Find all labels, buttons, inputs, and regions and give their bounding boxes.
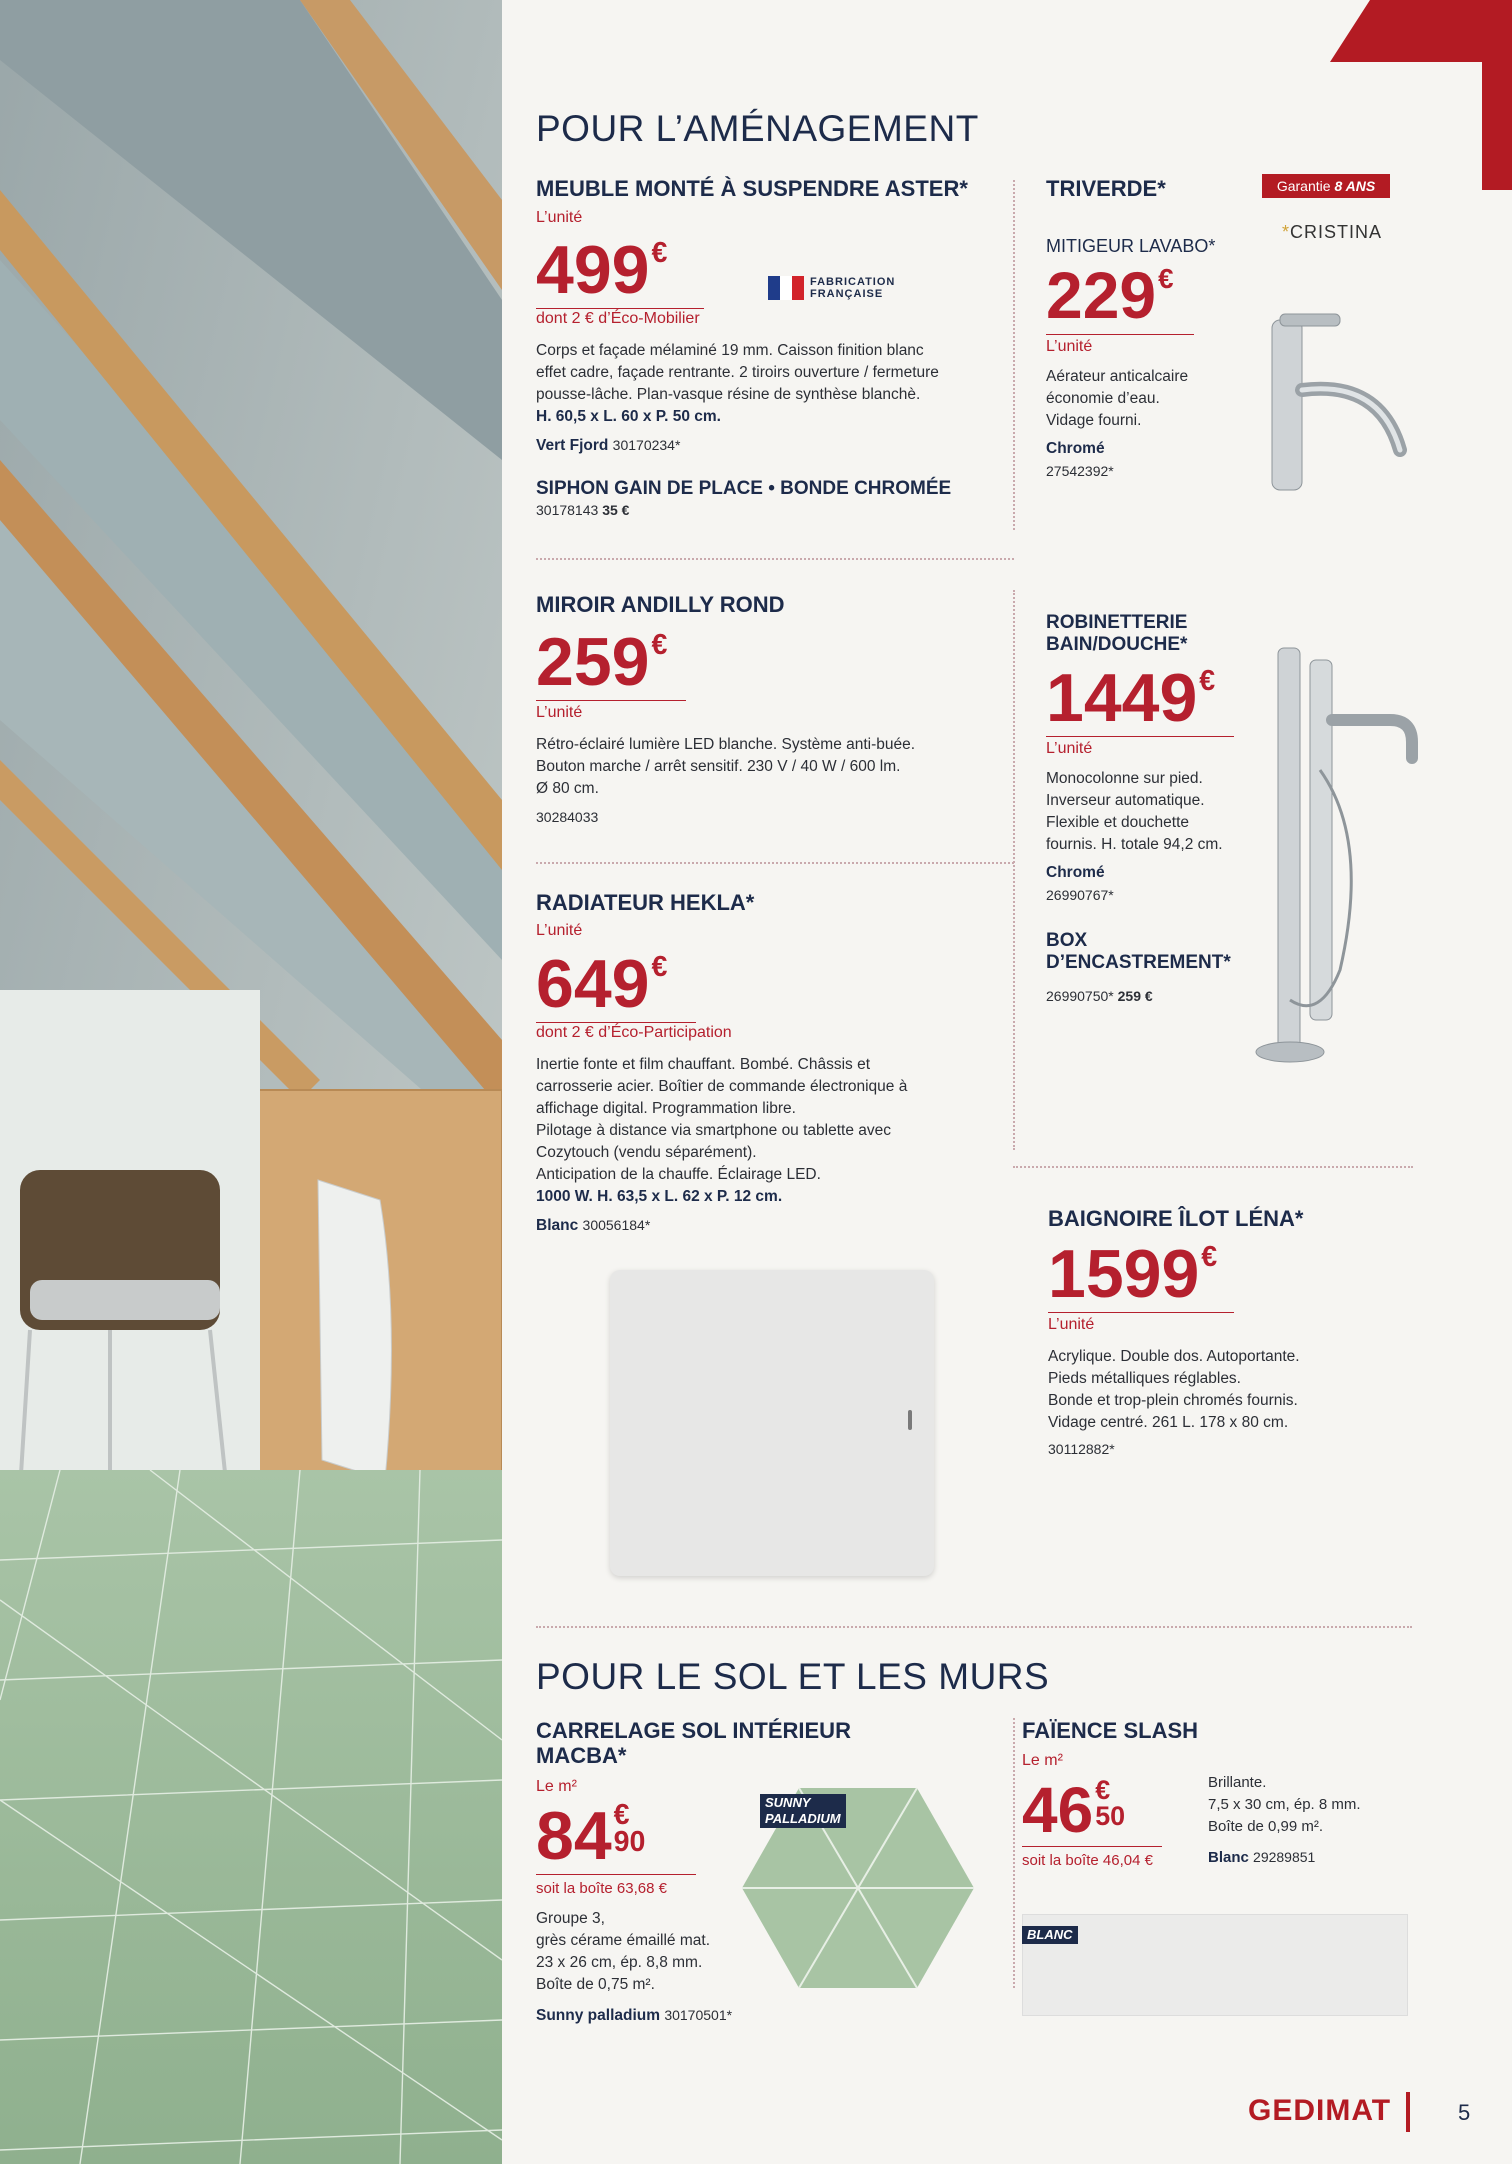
robinetterie-finish: Chromé — [1046, 864, 1105, 881]
separator — [536, 862, 1014, 864]
tag-blanc: BLANC — [1022, 1926, 1078, 1944]
siphon-ref: 30178143 — [536, 502, 599, 518]
robinetterie-unit: L’unité — [1046, 740, 1093, 757]
cristina-logo: *CRISTINA — [1282, 222, 1383, 242]
baignoire-unit: L’unité — [1048, 1316, 1095, 1333]
radiateur-desc-line: Cozytouch (vendu séparément). — [536, 1144, 757, 1161]
box-ref-line — [1046, 988, 1153, 1004]
fab-line1: FABRICATION — [810, 276, 896, 288]
miroir-desc-line: Bouton marche / arrêt sensitif. 230 V / 40 W / 600 lm. — [536, 758, 901, 775]
robinetterie-desc-line: Flexible et douchette — [1046, 814, 1190, 831]
robinetterie-price: 1449€ — [1046, 660, 1216, 736]
guarantee-years: 8 ANS — [1334, 178, 1376, 194]
meuble-desc-line: Corps et façade mélaminé 19 mm. Caisson finition blanc — [536, 342, 924, 359]
radiateur-desc-line: affichage digital. Programmation libre. — [536, 1100, 796, 1117]
carrelage-box-price: soit la boîte 63,68 € — [536, 1880, 667, 1897]
carrelage-desc-line: grès cérame émaillé mat. — [536, 1932, 711, 1949]
faience-desc-line: Boîte de 0,99 m². — [1208, 1818, 1324, 1835]
robinetterie-desc-line: Inverseur automatique. — [1046, 792, 1205, 809]
triverde-subtitle: MITIGEUR LAVABO* — [1046, 236, 1216, 256]
box-ref: 26990750* — [1046, 988, 1114, 1004]
triverde-title: TRIVERDE* — [1046, 176, 1166, 201]
carrelage-price-underline — [536, 1874, 696, 1875]
siphon-price: 35 € — [602, 502, 630, 518]
box-title — [1046, 930, 1231, 974]
fabrication-francaise-badge — [768, 276, 895, 300]
carrelage-title — [536, 1718, 851, 1768]
triverde-desc-line: Aérateur anticalcaire — [1046, 368, 1189, 385]
radiateur-desc-line: carrosserie acier. Boîtier de commande électronique à — [536, 1078, 908, 1095]
radiateur-price: 649€ — [536, 946, 668, 1022]
triverde-unit: L’unité — [1046, 338, 1093, 355]
faience-color-ref: 29289851 — [1253, 1849, 1316, 1865]
carrelage-unit: Le m² — [536, 1778, 577, 1795]
section-title-amenagement: POUR L’AMÉNAGEMENT — [536, 108, 979, 149]
miroir-ref: 30284033 — [536, 809, 599, 825]
carrelage-title-line1: CARRELAGE SOL INTÉRIEUR — [536, 1718, 851, 1743]
robinetterie-description — [1046, 768, 1256, 906]
faience-unit: Le m² — [1022, 1752, 1063, 1769]
robinetterie-title-line1: ROBINETTERIE — [1046, 612, 1188, 633]
faience-price-underline — [1022, 1846, 1162, 1847]
carrelage-title-line2: MACBA* — [536, 1743, 627, 1768]
baignoire-description — [1048, 1346, 1378, 1460]
baignoire-desc-line: Vidage centré. 261 L. 178 x 80 cm. — [1048, 1414, 1289, 1431]
miroir-desc-line: Ø 80 cm. — [536, 780, 599, 797]
meuble-title: MEUBLE MONTÉ À SUSPENDRE ASTER* — [536, 176, 968, 201]
radiateur-color-ref: 30056184* — [582, 1217, 651, 1233]
separator — [536, 558, 1014, 560]
carrelage-description — [536, 1908, 756, 2027]
siphon-title: SIPHON GAIN DE PLACE • BONDE CHROMÉE — [536, 478, 952, 499]
french-flag-icon — [768, 276, 804, 300]
separator — [1013, 180, 1015, 530]
fab-line2: FRANÇAISE — [810, 288, 884, 300]
baignoire-desc-line: Acrylique. Double dos. Autoportante. — [1048, 1348, 1300, 1365]
triverde-price-underline — [1046, 334, 1194, 335]
baignoire-title: BAIGNOIRE ÎLOT LÉNA* — [1048, 1206, 1304, 1231]
separator — [1013, 1166, 1413, 1168]
carrelage-desc-line: Boîte de 0,75 m². — [536, 1976, 655, 1993]
slash-tile-image — [1022, 1914, 1408, 2016]
brand-name: CRISTINA — [1290, 222, 1383, 242]
radiateur-color-name: Blanc — [536, 1217, 579, 1234]
faience-box-price: soit la boîte 46,04 € — [1022, 1852, 1153, 1869]
carrelage-price: 84 € 90 — [536, 1798, 646, 1874]
carrelage-desc-line: Groupe 3, — [536, 1910, 605, 1927]
siphon-ref-line — [536, 502, 629, 518]
page-number: 5 — [1458, 2100, 1471, 2125]
robinetterie-title-line2: BAIN/DOUCHE* — [1046, 634, 1188, 655]
faience-description — [1208, 1772, 1408, 1869]
carrelage-color-name: Sunny palladium — [536, 2007, 661, 2024]
miroir-description — [536, 734, 1016, 828]
meuble-color-ref: 30170234* — [612, 437, 681, 453]
robinetterie-price-underline — [1046, 736, 1234, 737]
meuble-description — [536, 340, 1016, 457]
faience-desc-line: 7,5 x 30 cm, ép. 8 mm. — [1208, 1796, 1361, 1813]
triverde-description — [1046, 366, 1246, 482]
baignoire-price: 1599€ — [1048, 1236, 1218, 1312]
triverde-ref: 27542392* — [1046, 463, 1114, 479]
tag-sunny-palladium — [760, 1794, 846, 1828]
faience-color-name: Blanc — [1208, 1849, 1249, 1866]
section-title-sol-murs: POUR LE SOL ET LES MURS — [536, 1656, 1050, 1697]
miroir-price-underline — [536, 700, 686, 701]
carrelage-color-ref: 30170501* — [664, 2007, 733, 2023]
miroir-desc-line: Rétro-éclairé lumière LED blanche. Système anti-buée. — [536, 736, 916, 753]
radiateur-dims: 1000 W. H. 63,5 x L. 62 x P. 12 cm. — [536, 1188, 783, 1205]
bath-shower-mixer-image — [1250, 640, 1430, 1070]
mitigeur-faucet-image — [1260, 300, 1420, 500]
separator — [1013, 1718, 1015, 1988]
triverde-desc-line: économie d’eau. — [1046, 390, 1160, 407]
red-corner-decoration — [1330, 0, 1512, 190]
robinetterie-ref: 26990767* — [1046, 887, 1114, 903]
gedimat-logo: GEDIMAT — [1248, 2094, 1392, 2127]
attic-bathroom-illustration — [0, 0, 502, 2164]
box-title-line1: BOX — [1046, 930, 1088, 951]
tag-line: SUNNY — [765, 1795, 811, 1810]
radiator-image — [610, 1270, 934, 1576]
box-title-line2: D’ENCASTREMENT* — [1046, 952, 1231, 973]
guarantee-label: Garantie — [1276, 178, 1331, 194]
miroir-title: MIROIR ANDILLY ROND — [536, 592, 785, 617]
triverde-finish: Chromé — [1046, 440, 1105, 457]
separator — [1013, 590, 1015, 1150]
robinetterie-desc-line: fournis. H. totale 94,2 cm. — [1046, 836, 1223, 853]
robinetterie-title — [1046, 612, 1187, 656]
meuble-dims: H. 60,5 x L. 60 x P. 50 cm. — [536, 408, 721, 425]
carrelage-desc-line: 23 x 26 cm, ép. 8,8 mm. — [536, 1954, 703, 1971]
meuble-price-underline — [536, 308, 704, 309]
radiateur-desc-line: Pilotage à distance via smartphone ou tablette avec — [536, 1122, 892, 1139]
baignoire-price-underline — [1048, 1312, 1234, 1313]
guarantee-badge — [1262, 174, 1390, 198]
meuble-desc-line: pousse-lâche. Plan-vasque résine de synthèse blanchè. — [536, 386, 921, 403]
faience-price: 46 € 50 — [1022, 1774, 1126, 1846]
miroir-unit: L’unité — [536, 704, 583, 721]
radiateur-desc-line: Inertie fonte et film chauffant. Bombé. Châssis et — [536, 1056, 870, 1073]
miroir-price: 259€ — [536, 624, 668, 700]
separator — [536, 1626, 1412, 1628]
meuble-unit: L’unité — [536, 209, 583, 226]
faience-title: FAÏENCE SLASH — [1022, 1718, 1199, 1743]
bathroom-photo — [0, 0, 502, 2164]
meuble-eco: dont 2 € d’Éco-Mobilier — [536, 310, 700, 327]
radiateur-desc-line: Anticipation de la chauffe. Éclairage LED. — [536, 1166, 821, 1183]
baignoire-ref: 30112882* — [1048, 1441, 1115, 1457]
baignoire-desc-line: Pieds métalliques réglables. — [1048, 1370, 1241, 1387]
box-price: 259 € — [1117, 988, 1153, 1004]
radiateur-description — [536, 1054, 1006, 1237]
baignoire-desc-line: Bonde et trop-plein chromés fournis. — [1048, 1392, 1298, 1409]
faience-desc-line: Brillante. — [1208, 1774, 1267, 1791]
radiateur-price-underline — [536, 1022, 696, 1023]
triverde-price: 229€ — [1046, 258, 1174, 332]
tag-line: PALLADIUM — [765, 1811, 841, 1826]
radiator-display-icon — [908, 1410, 912, 1430]
meuble-desc-line: effet cadre, façade rentrante. 2 tiroirs ouverture / fermeture — [536, 364, 939, 381]
radiateur-eco: dont 2 € d’Éco-Participation — [536, 1024, 732, 1041]
meuble-color-name: Vert Fjord — [536, 437, 609, 454]
robinetterie-desc-line: Monocolonne sur pied. — [1046, 770, 1203, 787]
radiateur-unit: L’unité — [536, 922, 583, 939]
meuble-price: 499€ — [536, 232, 668, 308]
radiateur-title: RADIATEUR HEKLA* — [536, 890, 755, 915]
triverde-desc-line: Vidage fourni. — [1046, 412, 1142, 429]
footer-divider — [1406, 2092, 1410, 2132]
